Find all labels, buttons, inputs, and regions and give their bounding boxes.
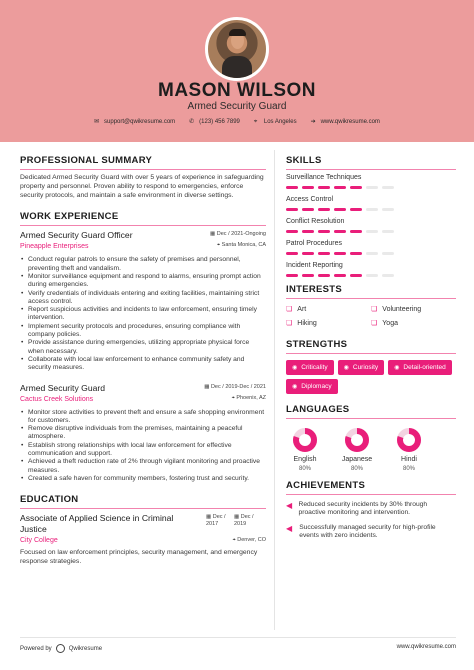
skill-level-segment [318,274,330,277]
sidebar-column [286,155,456,540]
skill-level-segment [334,274,346,277]
candidate-name: MASON WILSON [158,80,316,101]
language-item [288,427,322,472]
list-item: • Establish strong relationships with local law enforcement for effective communication and support. [28,442,266,459]
skill-level-segment [334,230,346,233]
interest-icon: ❏ [371,306,378,313]
calendar-icon: ▦ [234,514,240,521]
resume-header [0,0,474,142]
job-entry [20,383,266,484]
job-company: Cactus Creek Solutions [20,395,94,403]
skill-level-segment [302,252,314,255]
job-date: ▦ Dec / 2019-Dec / 2021 [204,383,266,390]
languages-list [286,427,456,472]
strength-badge: ◉ Criticality [286,360,334,375]
job-entry [20,230,266,372]
calendar-icon: ▦ [204,383,211,390]
calendar-icon: ▦ [210,231,217,238]
list-item: • Conduct regular patrols to ensure the safety of premises and personnel, preventing theft and vandalism. [28,256,266,273]
skill-level-segment [286,208,298,211]
job-title: Armed Security Guard [20,382,106,393]
summary-title: PROFESSIONAL SUMMARY [20,155,153,166]
language-name: Japanese [341,456,373,463]
skill-level-bar [286,252,456,255]
badge-icon: ◉ [394,365,400,371]
language-name: Hindi [401,456,417,463]
degree-title: Associate of Applied Science in Criminal Justice [20,513,174,534]
job-title: Armed Security Guard Officer [20,230,133,241]
contact-row [0,119,474,125]
interest-item: ❏ Yoga [371,319,398,327]
job-company: Pineapple Enterprises [20,243,89,251]
school-location: ⌖ Denver, CO [232,537,266,544]
list-item: • Implement security protocols and procedures, ensuring compliance with company policies. [28,323,266,340]
powered-by: Powered by Qwikresume [20,645,103,652]
section-rule [286,494,456,495]
badge-icon: ◉ [343,365,349,371]
interest-icon: ❏ [286,320,293,327]
interest-item: ❏ Hiking [286,319,317,327]
skill-level-segment [366,252,378,255]
skill-level-segment [350,252,362,255]
skill-level-segment [286,252,298,255]
skill-name: Access Control [286,196,334,203]
interests-list [286,305,456,327]
skills-title: SKILLS [286,155,322,166]
job-date: ▦ Dec / 2021-Ongoing [210,231,266,238]
skill-level-segment [350,208,362,211]
skill-item [286,262,456,277]
calendar-icon: ▦ [206,514,212,521]
interest-icon: ❏ [371,320,378,327]
language-percent: 80% [402,466,415,472]
language-name: English [293,456,317,463]
location-icon: ⌖ [231,394,237,401]
skill-level-segment [302,208,314,211]
footer-url[interactable]: www.qwikresume.com [396,644,456,650]
column-divider [274,150,275,630]
skill-item [286,174,456,189]
skill-level-bar [286,274,456,277]
list-item: • Provide assistance during emergencies, utilizing appropriate physical force when necessary. [28,339,266,356]
qwikresume-logo-icon [56,644,65,653]
skill-level-segment [350,186,362,189]
megaphone-icon: ◀ [286,501,293,510]
language-ring [292,427,318,453]
email-contact[interactable]: ✉ support@qwikresume.com [94,119,176,125]
candidate-role: Armed Security Guard [187,101,287,112]
phone-contact: ✆ (123) 456 7899 [189,119,240,125]
language-item [340,427,374,472]
skill-level-segment [334,186,346,189]
skill-level-segment [382,274,394,277]
skill-name: Incident Reporting [286,262,343,269]
interest-item: ❏ Art [286,305,307,313]
list-item: • Created a safe haven for community members, fostering trust and security. [28,475,266,483]
strength-badge: ◉ Curiosity [338,360,385,375]
skill-level-segment [318,252,330,255]
skill-level-segment [302,274,314,277]
job-bullets [20,256,266,372]
skill-level-segment [382,186,394,189]
skill-level-segment [318,230,330,233]
section-rule [20,508,266,509]
skill-level-segment [382,208,394,211]
skill-name: Conflict Resolution [286,218,345,225]
website-contact[interactable]: ➔ www.qwikresume.com [310,119,380,125]
section-rule [20,225,266,226]
job-location: ⌖ Santa Monica, CA [217,242,266,249]
languages-title: LANGUAGES [286,404,350,415]
job-location: ⌖ Phoenix, AZ [231,394,266,401]
education-text: Focused on law enforcement principles, security management, and emergency response strategies. [20,549,258,566]
strength-badge: ◉ Diplomacy [286,379,338,394]
skill-level-segment [366,230,378,233]
skill-level-segment [286,230,298,233]
skill-level-segment [350,230,362,233]
section-rule [20,169,266,170]
skills-list [286,174,456,277]
skill-level-segment [350,274,362,277]
section-rule [286,169,456,170]
achievement-item: ◀ Successfully managed security for high-profile events with zero incidents. [286,523,436,539]
language-percent: 80% [350,466,363,472]
badge-icon: ◉ [292,365,298,371]
strengths-title: STRENGTHS [286,339,348,350]
skill-level-bar [286,186,456,189]
badge-icon: ◉ [292,384,298,390]
phone-icon: ✆ [189,119,195,125]
education-end-date: ▦ Dec / 2019 [234,514,254,528]
footer-rule [20,637,456,638]
skill-level-segment [302,186,314,189]
achievements-title: ACHIEVEMENTS [286,480,366,491]
section-rule [286,298,456,299]
main-column [20,155,266,567]
interest-item: ❏ Volunteering [371,305,422,313]
list-item: • Achieved a theft reduction rate of 2% through vigilant monitoring and proactive measures. [28,458,266,475]
skill-level-segment [286,186,298,189]
experience-title: WORK EXPERIENCE [20,211,119,223]
location-contact: ⌖ Los Angeles [253,119,297,125]
list-item: • Collaborate with local law enforcement to enhance community safety and security measures. [28,356,266,373]
skill-level-segment [302,230,314,233]
education-entry [20,513,266,567]
location-icon: ⌖ [232,537,238,544]
skill-name: Patrol Procedures [286,240,343,247]
link-icon: ➔ [310,119,316,125]
skill-name: Surveillance Techniques [286,174,362,181]
list-item: • Report suspicious activities and incidents to law enforcement, ensuring timely intervention. [28,306,266,323]
strength-badge: ◉ Detail-oriented [388,360,452,375]
email-icon: ✉ [94,119,100,125]
profile-photo [205,17,269,81]
list-item: • Monitor surveillance equipment and respond to alarms, ensuring prompt action during emergencies. [28,273,266,290]
skill-level-segment [382,230,394,233]
skill-item [286,218,456,233]
skill-level-segment [382,252,394,255]
footer [0,634,474,670]
achievement-item: ◀ Reduced security incidents by 30% through proactive monitoring and intervention. [286,501,428,517]
skill-level-bar [286,230,456,233]
list-item: • Monitor store activities to prevent theft and ensure a safe shopping environment for customers. [28,409,266,426]
skill-level-segment [286,274,298,277]
education-start-date: ▦ Dec / 2017 [206,514,226,528]
location-icon: ⌖ [253,119,258,125]
skill-level-segment [318,208,330,211]
job-bullets [20,409,266,484]
language-percent: 80% [298,466,311,472]
skill-level-segment [366,274,378,277]
skill-item [286,196,456,211]
megaphone-icon: ◀ [286,523,293,533]
location-icon: ⌖ [217,242,222,249]
section-rule [286,353,456,354]
skill-item [286,240,456,255]
school-name: City College [20,537,58,545]
skill-level-segment [334,208,346,211]
list-item: • Verify credentials of individuals entering and exiting facilities, maintaining strict access control. [28,290,266,307]
skill-level-segment [318,186,330,189]
interest-icon: ❏ [286,306,293,313]
language-ring [396,427,422,453]
section-rule [286,418,456,419]
interests-title: INTERESTS [286,284,343,295]
education-title: EDUCATION [20,494,79,506]
list-item: • Remove disruptive individuals from the premises, maintaining a peaceful atmosphere. [28,425,266,442]
strengths-list [286,360,456,394]
language-ring [344,427,370,453]
skill-level-segment [366,186,378,189]
summary-text: Dedicated Armed Security Guard with over 5 years of experience in safeguarding property and personnel. Proven ability to respond to emergencies, enforce security protocols, and maintain a safe environment in diverse settings. [20,174,264,199]
skill-level-bar [286,208,456,211]
language-item [392,427,426,472]
skill-level-segment [334,252,346,255]
skill-level-segment [366,208,378,211]
